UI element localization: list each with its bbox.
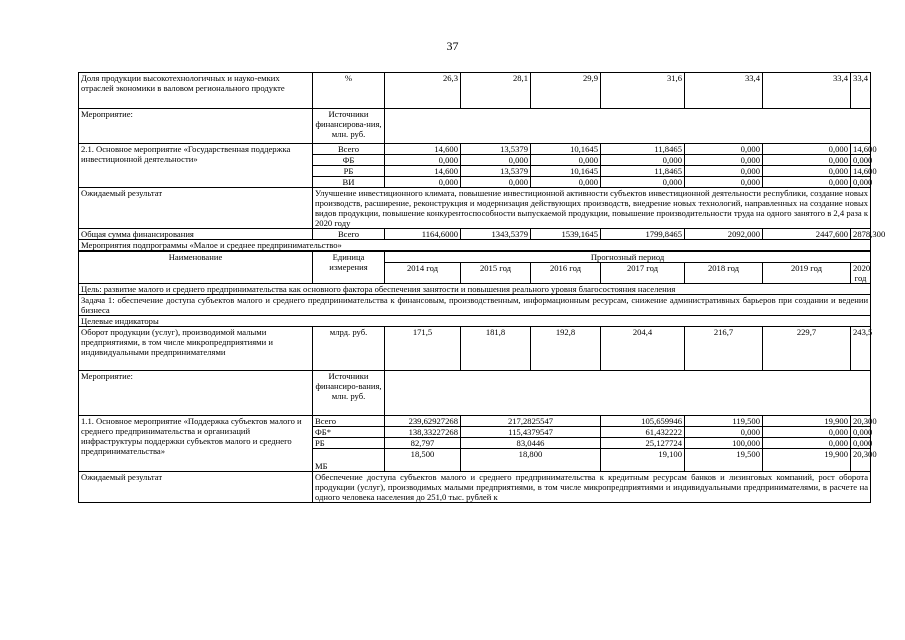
forecast-header: Прогнозный период (385, 252, 871, 263)
value-cell: 1539,1645 (531, 229, 601, 240)
value-cell: 115,4379547 (461, 427, 601, 438)
value-cell: 14,600 (385, 144, 461, 155)
funding-source-header: Источники финансирова-ния, млн. руб. (313, 109, 385, 144)
funding-source: ФБ* (313, 427, 385, 438)
value-cell: 0,000 (601, 155, 685, 166)
value-cell: 31,6 (601, 73, 685, 109)
funding-source: Всего (313, 416, 385, 427)
value-cell: 33,4 (851, 73, 871, 109)
value-cell: 0,000 (851, 155, 871, 166)
unit-header: Единица измерения (313, 252, 385, 284)
value-cell: 105,659946 (601, 416, 685, 427)
value-cell: 14,600 (851, 144, 871, 155)
value-cell: 0,000 (851, 427, 871, 438)
funding-source-header: Источники финансиро-вания, млн. руб. (313, 371, 385, 416)
value-cell: 0,000 (461, 155, 531, 166)
value-cell: 0,000 (763, 177, 851, 188)
value-cell: 1799,8465 (601, 229, 685, 240)
page-number: 37 (446, 39, 459, 53)
goal-text: Цель: развитие малого и среднего предпринимательства как основного фактора обеспечения занятости и повышения реального уровня благосостояния населения (79, 284, 871, 295)
funding-source: Всего (313, 144, 385, 155)
value-cell: 204,4 (601, 327, 685, 371)
year-header: 2017 год (601, 263, 685, 284)
indicator-name: Оборот продукции (услуг), производимой малыми предприятиями, в том числе микропредприятиями и индивидуальными предпринимателями (79, 327, 313, 371)
name-header: Наименование (79, 252, 313, 284)
value-cell: 0,000 (531, 155, 601, 166)
value-cell: 0,000 (601, 177, 685, 188)
funding-source: Всего (313, 229, 385, 240)
expected-result-label: Ожидаемый результат (79, 188, 313, 229)
activity-row (79, 144, 871, 155)
header-row (79, 252, 871, 263)
value-cell: 18,800 (461, 449, 601, 472)
investment-table (78, 72, 886, 251)
value-cell: 239,62927268 (385, 416, 461, 427)
activity-name: 1.1. Основное мероприятие «Поддержка субъектов малого и среднего предпринимательства и организаций инфраструктуры поддержки субъектов малого и среднего предпринимательства» (79, 416, 313, 472)
value-cell: 1164,6000 (385, 229, 461, 240)
value-cell: 181,8 (461, 327, 531, 371)
task-text: Задача 1: обеспечение доступа субъектов малого и среднего предпринимательства к финансовым, производственным, информационным ресурсам, снижение административных барьеров при создании и ведении бизнеса (79, 295, 871, 316)
document-page (78, 72, 886, 503)
year-header: 2016 год (531, 263, 601, 284)
measure-label: Мероприятие: (79, 371, 313, 416)
value-cell: 229,7 (763, 327, 851, 371)
value-cell: 0,000 (763, 166, 851, 177)
year-header: 2019 год (763, 263, 851, 284)
year-header: 2014 год (385, 263, 461, 284)
measure-row (79, 109, 871, 144)
value-cell: 25,127724 (601, 438, 685, 449)
empty-cell (385, 371, 871, 416)
subprogram-title-row (79, 240, 871, 251)
funding-source: РБ (313, 438, 385, 449)
value-cell: 20,300 (851, 449, 871, 472)
value-cell: 29,9 (531, 73, 601, 109)
funding-source: ФБ (313, 155, 385, 166)
expected-result-text: Обеспечение доступа субъектов малого и среднего предпринимательства к кредитным ресурсам банков и лизинговых компаний, рост оборота продукции (услуг), производимых малыми предприятиями, в том числе микропредприятиями и индивидуальными предпринимателями, в расчете на одного человека населения до 251,0 тыс. рублей к (313, 472, 871, 503)
value-cell: 19,900 (763, 416, 851, 427)
value-cell: 10,1645 (531, 166, 601, 177)
value-cell: 100,000 (685, 438, 763, 449)
value-cell: 2447,600 (763, 229, 851, 240)
value-cell: 61,432222 (601, 427, 685, 438)
value-cell: 83,0446 (461, 438, 601, 449)
indicator-unit: млрд. руб. (313, 327, 385, 371)
task-row (79, 295, 871, 316)
value-cell: 0,000 (763, 438, 851, 449)
year-header: 2020 год (851, 263, 871, 284)
value-cell: 14,600 (851, 166, 871, 177)
value-cell: 13,5379 (461, 166, 531, 177)
activity-name: 2.1. Основное мероприятие «Государственная поддержка инвестиционной деятельности» (79, 144, 313, 188)
expected-result-row (79, 472, 871, 503)
expected-result-label: Ожидаемый результат (79, 472, 313, 503)
goal-row (79, 284, 871, 295)
value-cell: 18,500 (385, 449, 461, 472)
value-cell: 0,000 (685, 144, 763, 155)
value-cell: 243,5 (851, 327, 871, 371)
value-cell: 0,000 (461, 177, 531, 188)
indicator-row (79, 73, 871, 109)
value-cell: 138,33227268 (385, 427, 461, 438)
subprogram-title: Мероприятия подпрограммы «Малое и среднее предпринимательство» (79, 240, 871, 251)
value-cell: 13,5379 (461, 144, 531, 155)
value-cell: 0,000 (851, 177, 871, 188)
value-cell: 10,1645 (531, 144, 601, 155)
value-cell: 0,000 (763, 144, 851, 155)
value-cell: 11,8465 (601, 144, 685, 155)
value-cell: 28,1 (461, 73, 531, 109)
value-cell: 0,000 (531, 177, 601, 188)
empty-cell (385, 109, 871, 144)
funding-source: РБ (313, 166, 385, 177)
total-label: Общая сумма финансирования (79, 229, 313, 240)
value-cell: 119,500 (685, 416, 763, 427)
value-cell: 0,000 (685, 177, 763, 188)
value-cell: 26,3 (385, 73, 461, 109)
value-cell: 20,300 (851, 416, 871, 427)
value-cell: 217,2825547 (461, 416, 601, 427)
value-cell: 0,000 (685, 427, 763, 438)
value-cell: 171,5 (385, 327, 461, 371)
value-cell: 33,4 (685, 73, 763, 109)
expected-result-row (79, 188, 871, 229)
funding-source: МБ (313, 449, 385, 472)
value-cell: 0,000 (685, 155, 763, 166)
value-cell: 19,100 (601, 449, 685, 472)
value-cell: 0,000 (851, 438, 871, 449)
value-cell: 2092,000 (685, 229, 763, 240)
value-cell: 0,000 (385, 155, 461, 166)
value-cell: 192,8 (531, 327, 601, 371)
targets-row (79, 316, 871, 327)
targets-label: Целевые индикаторы (79, 316, 871, 327)
value-cell: 14,600 (385, 166, 461, 177)
value-cell: 0,000 (763, 427, 851, 438)
value-cell: 0,000 (763, 155, 851, 166)
year-header: 2018 год (685, 263, 763, 284)
value-cell: 0,000 (685, 166, 763, 177)
total-row (79, 229, 871, 240)
indicator-name: Доля продукции высокотехнологичных и науко-емких отраслей экономики в валовом регионального продукте (79, 73, 313, 109)
measure-label: Мероприятие: (79, 109, 313, 144)
value-cell: 11,8465 (601, 166, 685, 177)
sme-table (78, 251, 877, 503)
value-cell: 1343,5379 (461, 229, 531, 240)
year-header: 2015 год (461, 263, 531, 284)
value-cell: 19,500 (685, 449, 763, 472)
funding-source: ВИ (313, 177, 385, 188)
measure-row (79, 371, 871, 416)
expected-result-text: Улучшение инвестиционного климата, повышение инвестиционной активности субъектов инвестиционной деятельности республики, создание новых производств, расширение, реконструкция и модернизация действующих производств, внедрение новых технологий, направленных на создание новых видов продукции, повышение конкурентоспособности выпускаемой продукции, повышение производительности труда на одного занятого в 2,4 раза к 2020 году (313, 188, 871, 229)
value-cell: 19,900 (763, 449, 851, 472)
indicator-unit: % (313, 73, 385, 109)
indicator-row (79, 327, 871, 371)
value-cell: 0,000 (385, 177, 461, 188)
value-cell: 2878,300 (851, 229, 871, 240)
value-cell: 216,7 (685, 327, 763, 371)
activity-row (79, 416, 871, 427)
value-cell: 82,797 (385, 438, 461, 449)
value-cell: 33,4 (763, 73, 851, 109)
